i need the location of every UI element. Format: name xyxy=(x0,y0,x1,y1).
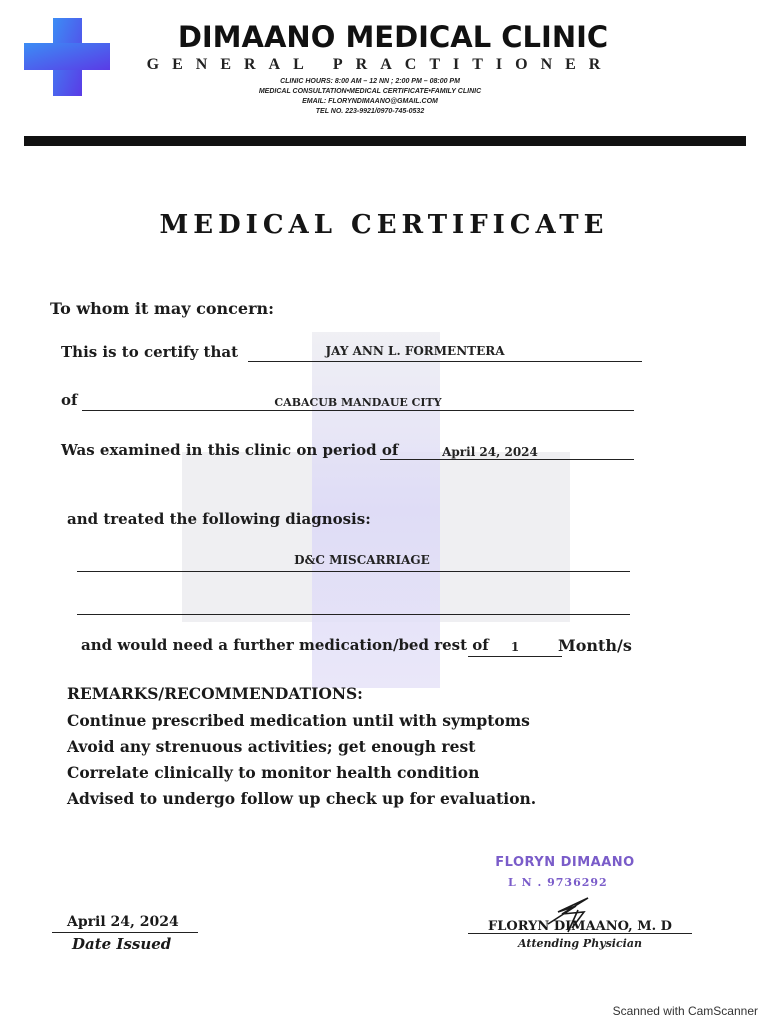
salutation: To whom it may concern: xyxy=(50,299,275,318)
document-title: MEDICAL CERTIFICATE xyxy=(159,210,609,240)
remark-item: Continue prescribed medication until with symptoms xyxy=(67,711,530,730)
clinic-email: EMAIL: FLORYNDIMAANO@GMAIL.COM xyxy=(302,98,438,105)
stamp-name: FLORYN DIMAANO xyxy=(495,855,635,870)
remark-item: Advised to undergo follow up check up for evaluation. xyxy=(67,789,537,808)
rest-unit: Month/s xyxy=(558,636,632,655)
header-divider xyxy=(24,136,746,146)
diagnosis-line-2 xyxy=(77,596,630,615)
issued-date: April 24, 2024 xyxy=(67,914,179,930)
diagnosis-label: and treated the following diagnosis: xyxy=(67,510,371,528)
exam-date: April 24, 2024 xyxy=(442,445,538,459)
rest-value: 1 xyxy=(510,640,520,654)
patient-name: JAY ANN L. FORMENTERA xyxy=(325,344,505,358)
clinic-services: MEDICAL CONSULTATION•MEDICAL CERTIFICATE•FAMILY CLINIC xyxy=(258,88,482,95)
remark-item: Avoid any strenuous activities; get enough rest xyxy=(67,737,476,756)
rest-label: and would need a further medication/bed rest of xyxy=(81,636,489,654)
of-label: of xyxy=(61,391,78,409)
physician-role: Attending Physician xyxy=(518,937,642,950)
patient-address: CABACUB MANDAUE CITY xyxy=(274,396,442,409)
clinic-name: DIMAANO MEDICAL CLINIC xyxy=(177,20,609,54)
clinic-hours: CLINIC HOURS: 8:00 AM – 12 NN ; 2:00 PM – 08:00 PM xyxy=(280,78,460,85)
clinic-subtitle: GENERAL PRACTITIONER xyxy=(146,56,614,73)
clinic-cross-logo xyxy=(24,18,110,96)
clinic-phone: TEL NO. 223-9921/0970-745-0532 xyxy=(315,108,425,115)
date-issued-label: Date Issued xyxy=(72,935,172,953)
stamp-license: L N . 9736292 xyxy=(508,876,608,889)
certify-label: This is to certify that xyxy=(61,343,239,361)
examined-label: Was examined in this clinic on period of xyxy=(61,441,399,459)
date-issued-line xyxy=(52,932,198,933)
remark-item: Correlate clinically to monitor health condition xyxy=(67,763,480,782)
remarks-heading: REMARKS/RECOMMENDATIONS: xyxy=(67,684,363,703)
physician-name: FLORYN DIMAANO, M. D xyxy=(488,919,672,934)
scanner-watermark: Scanned with CamScanner xyxy=(612,1004,758,1018)
diagnosis: D&C MISCARRIAGE xyxy=(294,553,430,567)
